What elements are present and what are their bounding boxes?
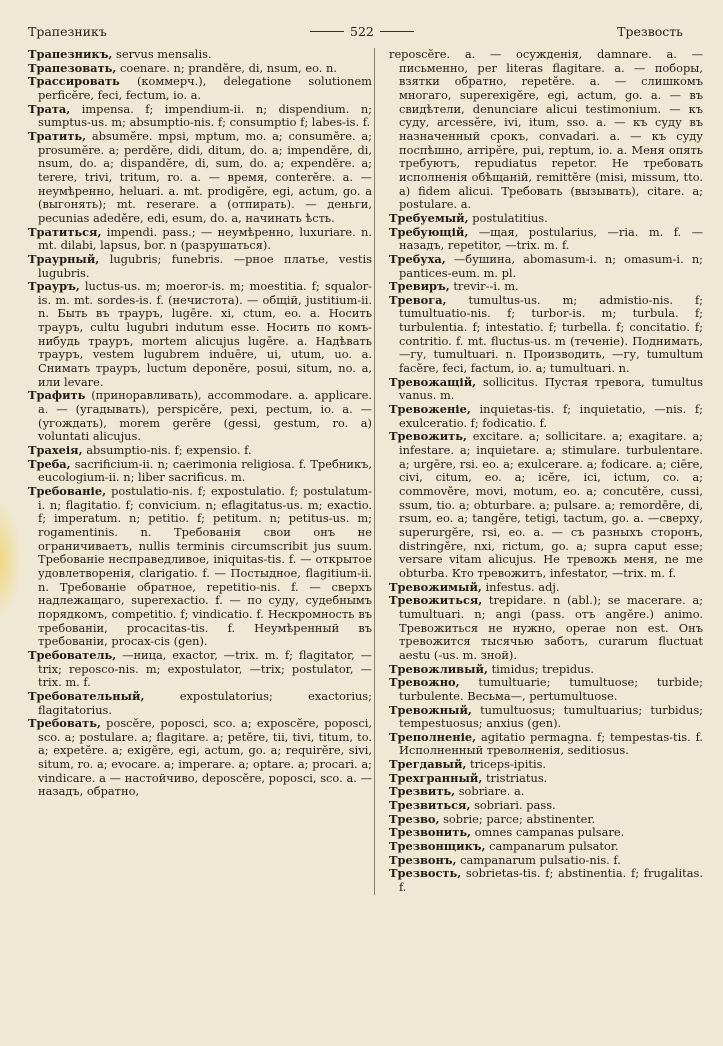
dictionary-entry	[389, 280, 703, 294]
entry-definition: trevir--i. m.	[453, 279, 519, 294]
entry-headword: Тратить,	[28, 128, 87, 143]
page-stain	[0, 500, 22, 620]
dictionary-entry	[389, 799, 703, 813]
entry-headword: Тревоженіе,	[389, 402, 471, 417]
entry-definition: impensa. f; impendium-ii. n; dispendium. n; sumptus-us. m; absumptio-nis. f; consumptio f; labes-is. f.	[38, 101, 372, 130]
entry-definition: omnes campanas pulsare.	[474, 825, 625, 840]
entry-headword: Трезво,	[389, 811, 440, 826]
entry-definition: postulatio-nis. f; expostulatio. f; postulatum-i. n; flagitatio. f; convicium. n; eflagitatus-us. m; exactio. f; imperatum. n; petitio. f; petitum. n; petitus-us. m; rogamentinis. n. Требованія свои онъ не ограничиваетъ, nullis terminis circumscribit jus suum. Требованіе несправедливое, iniquitas-tis. f. — открытое удовлетворенія, clarigatio. f. — Постыдное, flagitium-ii. n. Требованіе обратное, repetitio-nis. f. — сверхъ надлежащаго, superexactio. f. — по суду, судебнымъ порядкомъ, competitio. f; vindicatio. f. Нескромность въ требованіи, procacitas-tis. f. Неумѣренный въ требованіи, procax-cis (gen).	[38, 484, 373, 649]
dictionary-entry	[389, 772, 703, 786]
entry-headword: Требуемый,	[389, 210, 469, 225]
entry-definition: triceps-ipitis.	[470, 757, 547, 772]
dictionary-entry	[28, 62, 372, 76]
entry-headword: Трехгранный,	[389, 770, 483, 785]
dictionary-entry	[389, 403, 703, 430]
entry-headword: Трауръ,	[28, 279, 80, 294]
entry-headword: Требователь,	[28, 647, 117, 662]
dictionary-entry	[389, 48, 703, 212]
page-number: 522	[350, 23, 374, 39]
entry-definition: —ница, exactor, —trix. m. f; flagitator, —trix; reposco-nis. m; expostulator, —trix; postulator, —trix. m. f.	[38, 647, 372, 690]
entry-definition: expostulatorius; exactorius; flagitatorius.	[38, 688, 372, 717]
dictionary-entry	[389, 813, 703, 827]
entry-definition: impendi. pass.; — неумѣренно, luxuriare. n. mt. dilabi, lapsus, bor. n (разрушаться).	[38, 224, 373, 253]
entry-definition: tristriatus.	[485, 770, 548, 785]
entry-definition: postulatitius.	[472, 210, 548, 225]
entry-headword: Трахеія,	[28, 443, 83, 458]
entry-definition: absumĕre. mpsi, mptum, mo. a; consumĕre. a; prosumĕre. a; perdĕre, didi, ditum, do. a; impendĕre, di, nsum, do. a; dispandĕre, di, sum, do. a; expendĕre. a; terere, trivi, tritum, ro. a. — время, conterĕre. a. — неумѣренно, heluari. a. mt. prodigĕre, egi, actum, go. a (выгонять); mt. reserare. a (отпирать). — деньги, pecunias adedĕre, edi, esum, do. a, начинать ѣсть.	[38, 128, 372, 225]
entry-definition: sobrie; parce; abstinenter.	[443, 811, 596, 826]
entry-headword: Трапезникъ,	[28, 47, 113, 61]
dictionary-entry	[28, 690, 372, 717]
entry-definition: timidus; trepidus.	[491, 661, 594, 676]
entry-definition: luctus-us. m; moeror-is. m; moestitia. f; squalor-is. m. mt. sordes-is. f. (нечистота). — общій, justitium-ii. n. Быть въ трауръ, lugēre. xi, ctum, eo. a. Носить трауръ, cultu lugubri indutum esse. Носить по комъ-нибудь трауръ, mortem alicujus lugēre. a. Надѣвать трауръ, vestem lugubrem induēre, ui, utum, uo. a. Снимать трауръ, luctum deponĕre, posui, situm, no. a, или levare.	[38, 279, 372, 389]
dictionary-entry	[389, 854, 703, 868]
entry-headword: Треполненіе,	[389, 729, 477, 744]
entry-headword: Треба,	[28, 456, 71, 471]
dictionary-entry	[389, 430, 703, 580]
entry-definition: trepidare. n (abl.); se macerare. a; tumultuari. n; angi (pass. отъ angĕre.) animo. Тревожиться не нужно, operae non est. Онъ тревожится тысячью заботъ, curarum fluctuat aestu (-us. m. зной).	[399, 593, 704, 662]
entry-definition: tumultus-us. m; admistio-nis. f; tumultuatio-nis. f; turbor-is. m; turbula. f; turbulentia. f; intestatio. f; turbella. f; concitatio. f; contritio. f. mt. fluctus-us. m (теченіе). Поднимать, —гу, tumultuari. n. Производить, —гу, tumultum facĕre, feci, factum, io. a; tumultuari. n.	[399, 292, 703, 376]
running-head-left: Трапезникъ	[28, 23, 107, 39]
entry-definition: sobriare. a.	[458, 784, 525, 799]
dictionary-entry	[389, 758, 703, 772]
entry-headword: Тревога,	[389, 292, 447, 307]
entry-headword: Требовать,	[28, 716, 101, 731]
entry-headword: Тревожить,	[389, 429, 467, 444]
entry-headword: Трапезовать,	[28, 60, 117, 75]
entry-definition: inquietas-tis. f; inquietatio, —nis. f; exulceratio. f; fodicatio. f.	[399, 402, 703, 430]
entry-headword: Трезвить,	[389, 784, 456, 799]
dictionary-entry	[28, 717, 372, 799]
entry-definition: poscĕre, poposci, sco. a; exposcĕre, poposci, sco. a; postulare. a; flagitare. a; petĕre, tii, tivi, titum, to. a; expetĕre. a; exigĕre, egi, actum, go. a; requirĕre, sivi, situm, ro. a; evocare. a; imperare. a; optare. a; procari. a; vindicare. a — настойчиво, deposcĕre, poposci, sco. a. —назадъ, обратно,	[38, 716, 372, 799]
dictionary-entry	[389, 253, 703, 280]
entry-headword: Трезвость,	[389, 866, 462, 881]
dictionary-entry	[389, 226, 703, 253]
left-column	[28, 48, 372, 799]
entry-definition: —щая, postularius, —ria. m. f. — назадъ, repetitor, —trix. m. f.	[399, 224, 703, 253]
header-rule-right	[380, 31, 414, 32]
entry-headword: Трезвонить,	[389, 825, 472, 840]
dictionary-entry	[389, 376, 703, 403]
entry-definition: lugubris; funebris. —рное платье, vestis lugubris.	[38, 251, 372, 280]
dictionary-entry	[28, 130, 372, 226]
entry-headword: Тревожащій,	[389, 374, 477, 389]
dictionary-entry	[389, 676, 703, 703]
entry-headword: Трезвиться,	[389, 798, 471, 813]
dictionary-entry	[389, 581, 703, 595]
dictionary-entry	[28, 389, 372, 444]
entry-headword: Трафить	[28, 388, 86, 403]
entry-headword: Тревожливый,	[389, 661, 488, 676]
entry-definition: sobrietas-tis. f; abstinentia. f; frugalitas. f.	[399, 866, 703, 895]
dictionary-entry	[389, 212, 703, 226]
dictionary-entry	[389, 594, 703, 662]
dictionary-entry	[389, 704, 703, 731]
entry-headword: Требованіе,	[28, 484, 107, 498]
entry-headword: Тревожный,	[389, 702, 472, 717]
entry-headword: Требовательный,	[28, 688, 145, 703]
entry-headword: Тратиться,	[28, 224, 102, 239]
entry-headword: Требующій,	[389, 224, 469, 239]
dictionary-entry	[389, 826, 703, 840]
entry-definition: campanarum pulsatio-nis. f.	[460, 852, 621, 867]
entry-headword: Тревожимый,	[389, 579, 482, 594]
entry-definition: absumptio-nis. f; expensio. f.	[86, 443, 252, 458]
dictionary-entry	[28, 75, 372, 102]
dictionary-entry	[389, 840, 703, 854]
entry-definition: sobriari. pass.	[474, 798, 556, 813]
entry-definition: (приноравливать), accommodare. a. applicare. a. — (угадывать), perspicĕre, pexi, pectum, io. a. — (угождать), morem gerĕre (gessi, gestum, ro. a) voluntati alicujus.	[38, 388, 372, 444]
entry-definition: coenare. n; prandĕre, di, nsum, eo. n.	[119, 60, 337, 75]
entry-definition: sollicitus. Пустая тревога, tumultus vanus. m.	[399, 374, 703, 403]
entry-definition: tumultuosus; tumultuarius; turbidus; tempestuosus; anxius (gen).	[399, 702, 703, 731]
dictionary-entry	[28, 253, 372, 280]
entry-definition: campanarum pulsator.	[489, 839, 619, 854]
dictionary-entry	[28, 103, 372, 130]
entry-headword: Тревожиться,	[389, 593, 483, 608]
dictionary-entry	[389, 731, 703, 758]
entry-headword: Трегдавый,	[389, 757, 467, 772]
entry-definition: —бушина, abomasum-i. n; omasum-i. n; pantices-eum. m. pl.	[399, 251, 703, 280]
entry-headword: Требуха,	[389, 251, 446, 266]
dictionary-entry	[389, 867, 703, 894]
dictionary-entry	[28, 280, 372, 389]
entry-headword: Тревожно,	[389, 675, 460, 690]
dictionary-entry	[28, 226, 372, 253]
entry-headword: Траурный,	[28, 251, 100, 266]
entry-definition: (коммерч.), delegatione solutionem perficĕre, feci, fectum, io. a.	[38, 74, 372, 102]
dictionary-entry	[389, 294, 703, 376]
dictionary-entry	[389, 663, 703, 677]
dictionary-entry	[28, 444, 372, 458]
running-head-right: Трезвость	[617, 23, 683, 39]
right-column	[374, 48, 703, 895]
entry-headword: Трата,	[28, 101, 71, 116]
entry-definition: agitatio permagna. f; tempestas-tis. f. Исполненный треволненія, seditiosus.	[399, 729, 703, 758]
header-rule-left	[310, 31, 344, 32]
page-number-block	[310, 24, 414, 39]
entry-definition: excitare. a; sollicitare. a; exagitare. a; infestare. a; inquietare. a; stimulare. turbulentare. a; urgēre, rsi. eo. a; exulcerare. a; fodicare. a; ciēre, civi, citum, eo. a; icĕre, ici, ictum, co. a; commovĕre, movi, motum, eo. a; concutĕre, cussi, ssum, tio. a; obturbare. a; pulsare. a; remordēre, di, rsum, eo. a; tangĕre, tetigi, tactum, go. a. —сверху, superurgĕre, rsi, eo. a. — съ разныхъ сторонъ, distringĕre, nxi, rictum, go. a; supra caput esse; versare vitam alicujus. Не тревожь меня, ne me obturba. Кто тревожитъ, infestator, —trix. m. f.	[399, 429, 703, 580]
page-header	[28, 20, 683, 42]
entry-definition: infestus. adj.	[485, 579, 560, 594]
dictionary-entry	[28, 458, 372, 485]
entry-definition: sacrificium-ii. n; caerimonia religiosa. f. Требникъ, eucologium-ii. n; liber sacrificus. m.	[38, 456, 372, 485]
entry-definition: reposcĕre. a. — осужденія, damnare. a. — письменно, per literas flagitare. a. — поборы, взятки обратно, repetĕre. a. — слишкомъ многаго, superexigĕre, egi, actum, go. a. — въ свидѣтели, denunciare alicui testimonium. — къ суду, arcessĕre, ivi, itum, sso. a. — къ суду въ назначенный срокъ, convadari. a. — къ суду поспѣшно, arripĕre, pui, reptum, io. a. Меня опять требуютъ, repudiatus repetor. Не требовать исполненія обѣщаній, remittĕre (misi, missum, tto. a) fidem alicui. Требовать (вызывать), citare. a; postulare. a.	[389, 47, 703, 212]
dictionary-entry	[28, 649, 372, 690]
entry-definition: tumultuarie; tumultuose; turbide; turbulente. Весьма—, pertumultuose.	[399, 675, 704, 703]
entry-definition: servus mensalis.	[116, 47, 212, 61]
entry-headword: Трассировать	[28, 74, 120, 89]
entry-headword: Трезвонщикъ,	[389, 839, 486, 854]
dictionary-entry	[389, 785, 703, 799]
entry-headword: Тревиръ,	[389, 279, 450, 294]
dictionary-entry	[28, 48, 372, 62]
entry-headword: Трезвонъ,	[389, 852, 457, 867]
dictionary-entry	[28, 485, 372, 649]
